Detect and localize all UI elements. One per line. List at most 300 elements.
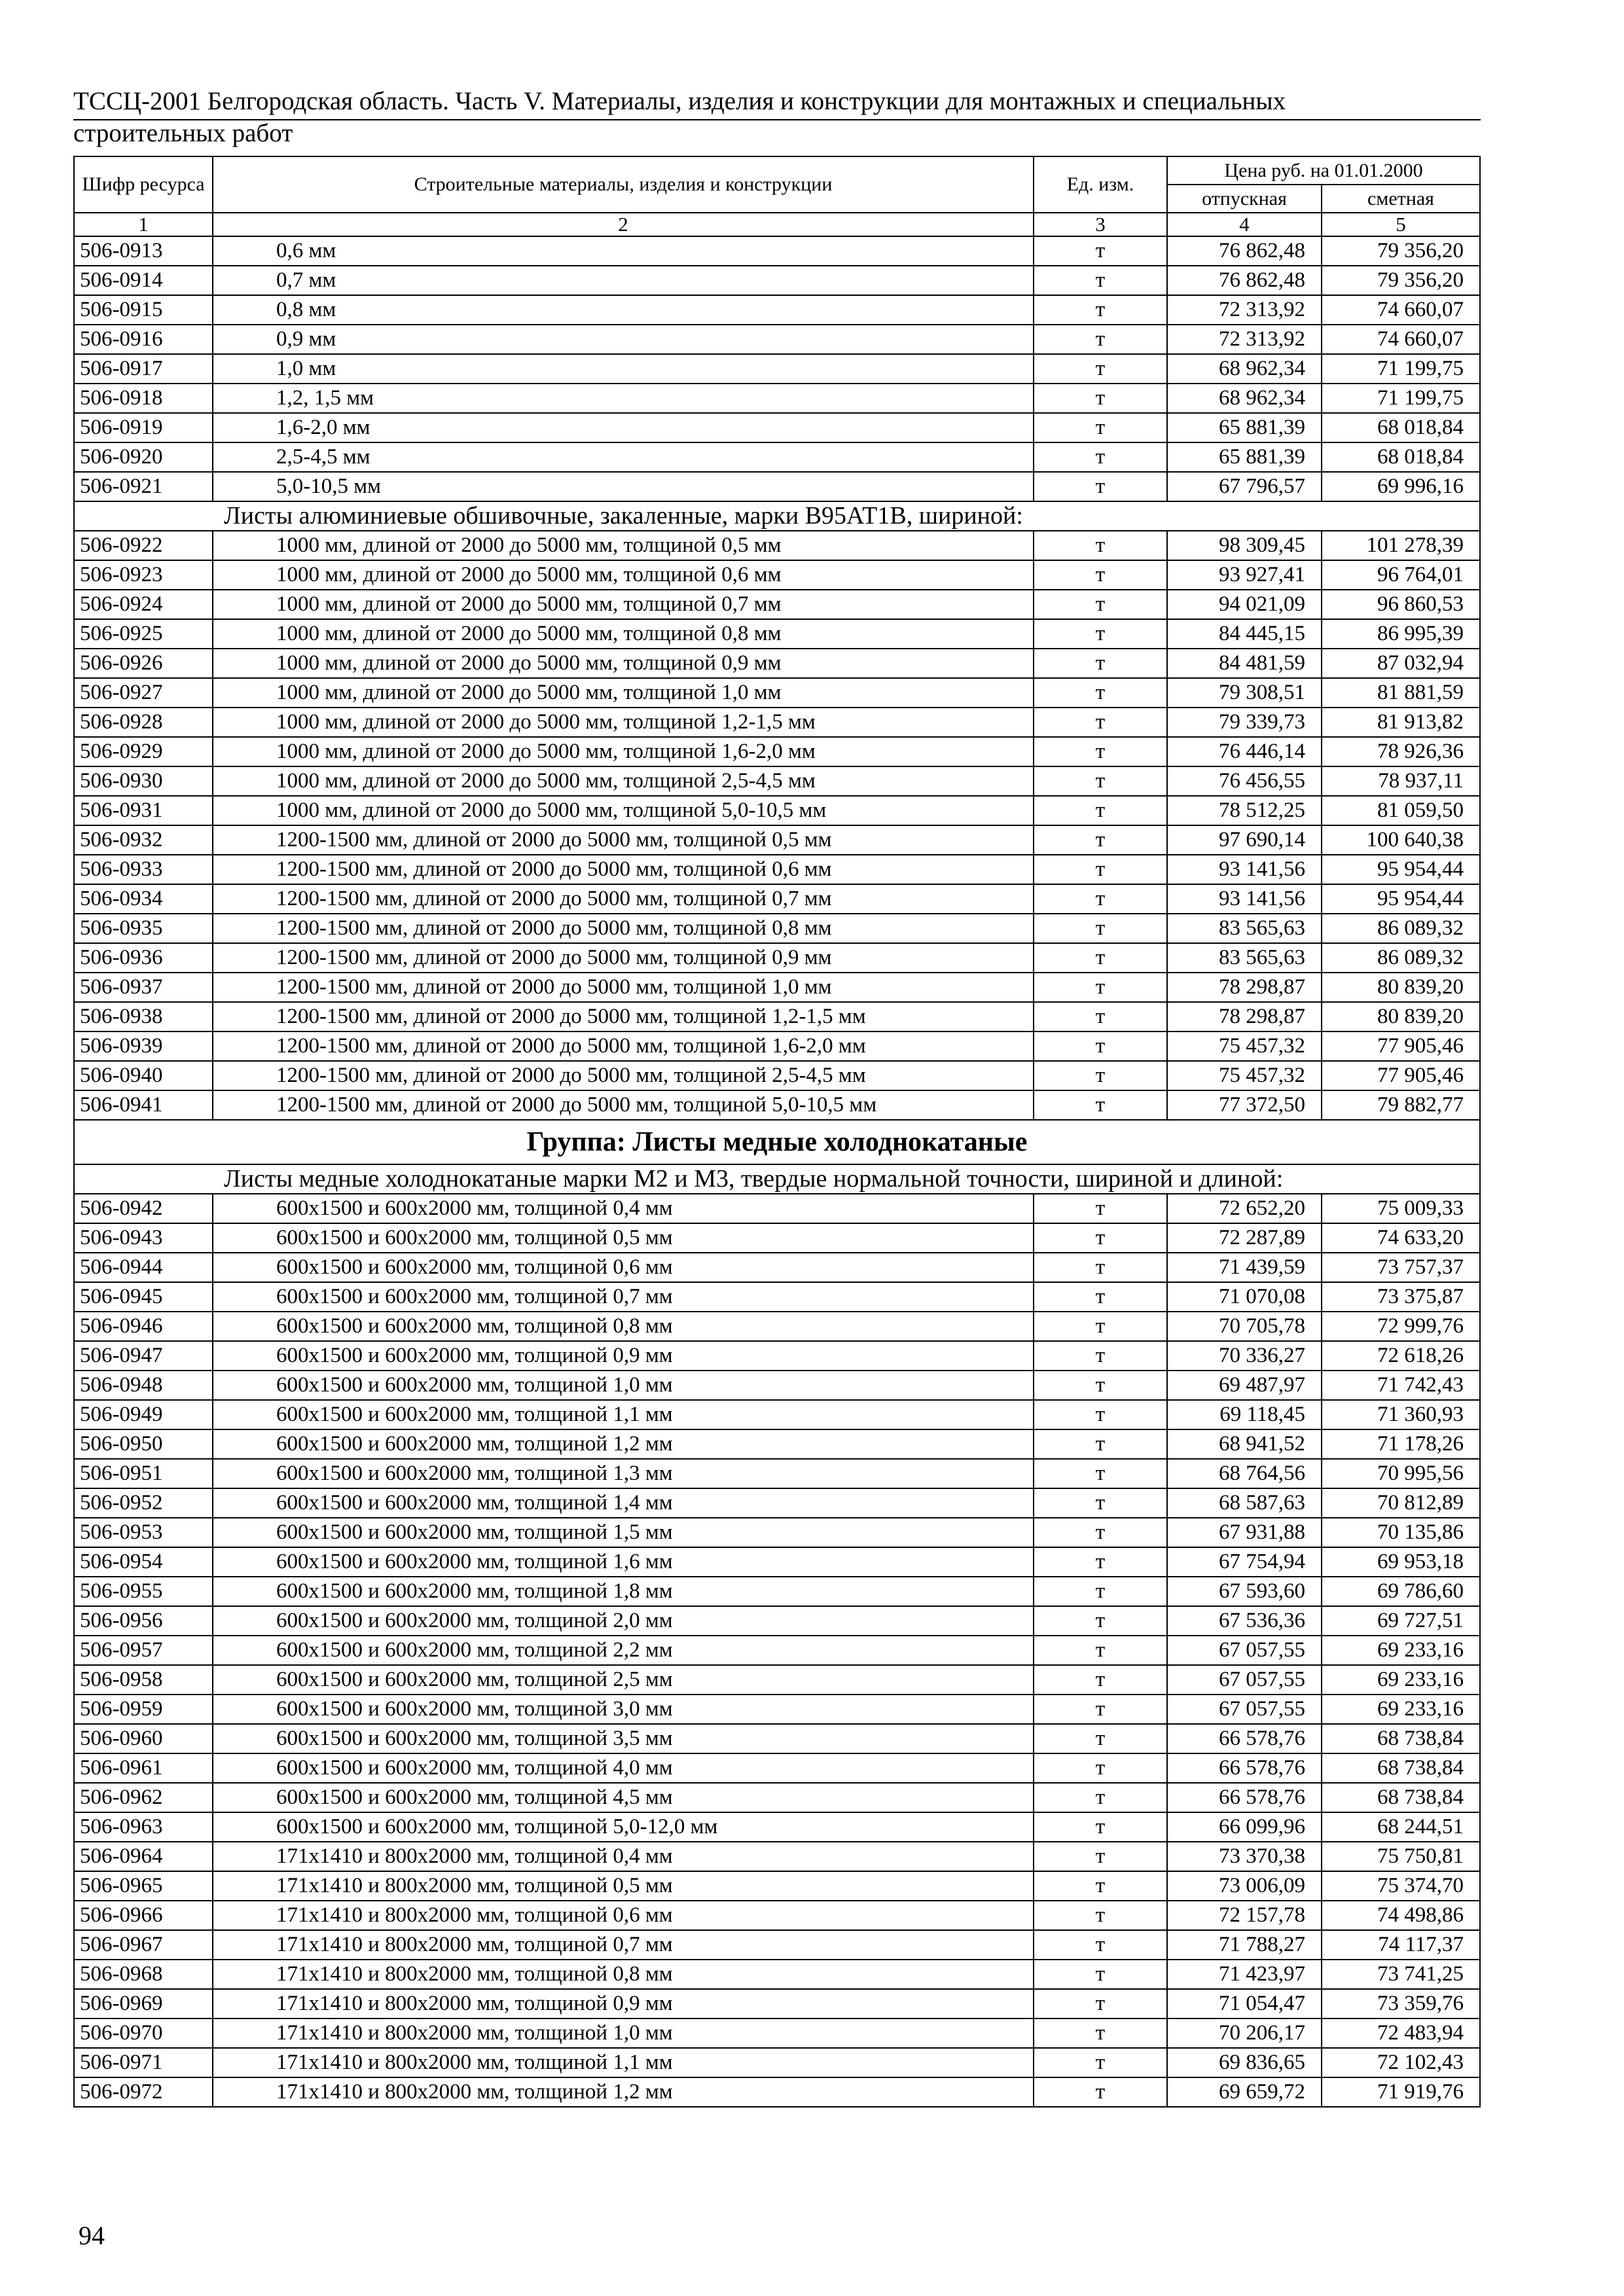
resource-code-cell: 506-0953	[74, 1518, 213, 1547]
estimate-price-cell: 79 356,20	[1322, 236, 1480, 266]
resource-code-cell: 506-0968	[74, 1960, 213, 1989]
unit-cell: т	[1034, 1429, 1167, 1459]
material-name-cell: 5,0-10,5 мм	[213, 472, 1034, 501]
resource-code-cell: 506-0917	[74, 354, 213, 384]
unit-cell: т	[1034, 649, 1167, 678]
release-price-cell: 83 565,63	[1167, 914, 1322, 943]
release-price-cell: 84 481,59	[1167, 649, 1322, 678]
material-name-cell: 600x1500 и 600x2000 мм, толщиной 3,0 мм	[213, 1695, 1034, 1724]
resource-code-cell: 506-0927	[74, 678, 213, 708]
table-row	[74, 295, 1480, 325]
estimate-price-cell: 68 738,84	[1322, 1753, 1480, 1783]
release-price-cell: 72 652,20	[1167, 1194, 1322, 1223]
release-price-cell: 67 593,60	[1167, 1577, 1322, 1606]
resource-code-cell: 506-0949	[74, 1400, 213, 1429]
estimate-price-cell: 72 102,43	[1322, 2048, 1480, 2077]
table-row	[74, 560, 1480, 590]
estimate-price-cell: 71 742,43	[1322, 1371, 1480, 1400]
material-name-cell: 171x1410 и 800x2000 мм, толщиной 1,0 мм	[213, 2018, 1034, 2048]
table-row	[74, 413, 1480, 442]
table-row	[74, 1547, 1480, 1577]
unit-cell: т	[1034, 884, 1167, 914]
table-row	[74, 1695, 1480, 1724]
material-name-cell: 600x1500 и 600x2000 мм, толщиной 0,9 мм	[213, 1341, 1034, 1371]
table-row	[74, 1960, 1480, 1989]
resource-code-cell: 506-0960	[74, 1724, 213, 1753]
column-number: 3	[1034, 213, 1167, 236]
material-name-cell: 1200-1500 мм, длиной от 2000 до 5000 мм, толщиной 1,0 мм	[213, 973, 1034, 1002]
unit-cell: т	[1034, 236, 1167, 266]
release-price-cell: 70 336,27	[1167, 1341, 1322, 1371]
page-number: 94	[79, 2221, 105, 2250]
unit-cell: т	[1034, 1960, 1167, 1989]
material-name-cell: 600x1500 и 600x2000 мм, толщиной 1,4 мм	[213, 1488, 1034, 1518]
unit-cell: т	[1034, 295, 1167, 325]
material-name-cell: 1000 мм, длиной от 2000 до 5000 мм, толщиной 0,7 мм	[213, 590, 1034, 619]
unit-cell: т	[1034, 1282, 1167, 1312]
estimate-price-cell: 71 199,75	[1322, 354, 1480, 384]
table-row	[74, 1061, 1480, 1090]
unit-cell: т	[1034, 442, 1167, 472]
table-row	[74, 384, 1480, 413]
subheading-row	[74, 1164, 1480, 1194]
resource-code-cell: 506-0964	[74, 1842, 213, 1871]
resource-code-cell: 506-0970	[74, 2018, 213, 2048]
estimate-price-cell: 77 905,46	[1322, 1031, 1480, 1061]
header-rule	[73, 119, 1481, 120]
document-header	[73, 85, 1481, 149]
resource-code-cell: 506-0956	[74, 1606, 213, 1636]
material-name-cell: 1000 мм, длиной от 2000 до 5000 мм, толщиной 0,6 мм	[213, 560, 1034, 590]
table-row	[74, 973, 1480, 1002]
column-number: 5	[1322, 213, 1480, 236]
column-header-unit: Ед. изм.	[1034, 156, 1167, 213]
table-row	[74, 1341, 1480, 1371]
material-name-cell: 0,8 мм	[213, 295, 1034, 325]
resource-code-cell: 506-0933	[74, 855, 213, 884]
release-price-cell: 68 587,63	[1167, 1488, 1322, 1518]
estimate-price-cell: 74 117,37	[1322, 1930, 1480, 1960]
resource-code-cell: 506-0938	[74, 1002, 213, 1031]
release-price-cell: 72 157,78	[1167, 1901, 1322, 1930]
table-row	[74, 1665, 1480, 1695]
material-name-cell: 1000 мм, длиной от 2000 до 5000 мм, толщиной 0,8 мм	[213, 619, 1034, 649]
resource-code-cell: 506-0959	[74, 1695, 213, 1724]
unit-cell: т	[1034, 1002, 1167, 1031]
material-name-cell: 600x1500 и 600x2000 мм, толщиной 1,1 мм	[213, 1400, 1034, 1429]
table-row	[74, 1930, 1480, 1960]
unit-cell: т	[1034, 1636, 1167, 1665]
unit-cell: т	[1034, 1783, 1167, 1812]
table-row	[74, 766, 1480, 796]
material-name-cell: 1000 мм, длиной от 2000 до 5000 мм, толщиной 0,9 мм	[213, 649, 1034, 678]
table-row	[74, 1606, 1480, 1636]
release-price-cell: 78 298,87	[1167, 973, 1322, 1002]
unit-cell: т	[1034, 1606, 1167, 1636]
estimate-price-cell: 71 178,26	[1322, 1429, 1480, 1459]
unit-cell: т	[1034, 1400, 1167, 1429]
resource-code-cell: 506-0944	[74, 1253, 213, 1282]
estimate-price-cell: 78 937,11	[1322, 766, 1480, 796]
material-name-cell: 600x1500 и 600x2000 мм, толщиной 1,6 мм	[213, 1547, 1034, 1577]
resource-code-cell: 506-0939	[74, 1031, 213, 1061]
release-price-cell: 69 659,72	[1167, 2077, 1322, 2107]
material-name-cell: 1200-1500 мм, длиной от 2000 до 5000 мм, толщиной 0,6 мм	[213, 855, 1034, 884]
estimate-price-cell: 95 954,44	[1322, 855, 1480, 884]
resource-code-cell: 506-0958	[74, 1665, 213, 1695]
resource-code-cell: 506-0936	[74, 943, 213, 973]
unit-cell: т	[1034, 1488, 1167, 1518]
subheading: Листы алюминиевые обшивочные, закаленные, марки В95АТ1В, шириной:	[74, 501, 1480, 531]
release-price-cell: 66 578,76	[1167, 1724, 1322, 1753]
material-name-cell: 1200-1500 мм, длиной от 2000 до 5000 мм, толщиной 2,5-4,5 мм	[213, 1061, 1034, 1090]
release-price-cell: 68 962,34	[1167, 354, 1322, 384]
resource-code-cell: 506-0916	[74, 325, 213, 354]
release-price-cell: 67 057,55	[1167, 1665, 1322, 1695]
table-row	[74, 590, 1480, 619]
unit-cell: т	[1034, 737, 1167, 766]
estimate-price-cell: 87 032,94	[1322, 649, 1480, 678]
material-name-cell: 600x1500 и 600x2000 мм, толщиной 4,0 мм	[213, 1753, 1034, 1783]
unit-cell: т	[1034, 1695, 1167, 1724]
estimate-price-cell: 68 018,84	[1322, 413, 1480, 442]
resource-code-cell: 506-0955	[74, 1577, 213, 1606]
release-price-cell: 84 445,15	[1167, 619, 1322, 649]
release-price-cell: 70 206,17	[1167, 2018, 1322, 2048]
unit-cell: т	[1034, 560, 1167, 590]
release-price-cell: 75 457,32	[1167, 1061, 1322, 1090]
unit-cell: т	[1034, 590, 1167, 619]
release-price-cell: 73 006,09	[1167, 1871, 1322, 1901]
unit-cell: т	[1034, 1753, 1167, 1783]
resource-code-cell: 506-0914	[74, 266, 213, 295]
release-price-cell: 67 796,57	[1167, 472, 1322, 501]
table-row	[74, 1812, 1480, 1842]
table-row	[74, 914, 1480, 943]
unit-cell: т	[1034, 1665, 1167, 1695]
table-row	[74, 619, 1480, 649]
estimate-price-cell: 81 059,50	[1322, 796, 1480, 825]
unit-cell: т	[1034, 384, 1167, 413]
material-name-cell: 1000 мм, длиной от 2000 до 5000 мм, толщиной 5,0-10,5 мм	[213, 796, 1034, 825]
material-name-cell: 600x1500 и 600x2000 мм, толщиной 0,6 мм	[213, 1253, 1034, 1282]
unit-cell: т	[1034, 943, 1167, 973]
estimate-price-cell: 80 839,20	[1322, 1002, 1480, 1031]
release-price-cell: 68 764,56	[1167, 1459, 1322, 1488]
unit-cell: т	[1034, 1371, 1167, 1400]
release-price-cell: 71 070,08	[1167, 1282, 1322, 1312]
table-row	[74, 1842, 1480, 1871]
resource-code-cell: 506-0928	[74, 708, 213, 737]
column-header-code: Шифр ресурса	[74, 156, 213, 213]
resource-code-cell: 506-0919	[74, 413, 213, 442]
unit-cell: т	[1034, 678, 1167, 708]
release-price-cell: 94 021,09	[1167, 590, 1322, 619]
estimate-price-cell: 69 233,16	[1322, 1636, 1480, 1665]
table-row	[74, 1002, 1480, 1031]
resource-code-cell: 506-0943	[74, 1223, 213, 1253]
resource-code-cell: 506-0945	[74, 1282, 213, 1312]
resource-code-cell: 506-0965	[74, 1871, 213, 1901]
material-name-cell: 1200-1500 мм, длиной от 2000 до 5000 мм, толщиной 1,2-1,5 мм	[213, 1002, 1034, 1031]
estimate-price-cell: 80 839,20	[1322, 973, 1480, 1002]
material-name-cell: 600x1500 и 600x2000 мм, толщиной 1,2 мм	[213, 1429, 1034, 1459]
release-price-cell: 78 298,87	[1167, 1002, 1322, 1031]
material-name-cell: 1200-1500 мм, длиной от 2000 до 5000 мм, толщиной 0,7 мм	[213, 884, 1034, 914]
resource-code-cell: 506-0954	[74, 1547, 213, 1577]
unit-cell: т	[1034, 825, 1167, 855]
column-header-name: Строительные материалы, изделия и конструкции	[213, 156, 1034, 213]
resource-code-cell: 506-0972	[74, 2077, 213, 2107]
material-name-cell: 600x1500 и 600x2000 мм, толщиной 1,5 мм	[213, 1518, 1034, 1547]
release-price-cell: 76 456,55	[1167, 766, 1322, 796]
table-row	[74, 1194, 1480, 1223]
material-name-cell: 1200-1500 мм, длиной от 2000 до 5000 мм, толщиной 0,8 мм	[213, 914, 1034, 943]
table-row	[74, 1989, 1480, 2018]
estimate-price-cell: 73 757,37	[1322, 1253, 1480, 1282]
table-row	[74, 1488, 1480, 1518]
material-name-cell: 600x1500 и 600x2000 мм, толщиной 2,2 мм	[213, 1636, 1034, 1665]
unit-cell: т	[1034, 1724, 1167, 1753]
table-row	[74, 325, 1480, 354]
estimate-price-cell: 100 640,38	[1322, 825, 1480, 855]
table-row	[74, 708, 1480, 737]
unit-cell: т	[1034, 1930, 1167, 1960]
resource-code-cell: 506-0961	[74, 1753, 213, 1783]
table-row	[74, 2048, 1480, 2077]
release-price-cell: 79 339,73	[1167, 708, 1322, 737]
material-name-cell: 1000 мм, длиной от 2000 до 5000 мм, толщиной 2,5-4,5 мм	[213, 766, 1034, 796]
resource-code-cell: 506-0951	[74, 1459, 213, 1488]
table-row	[74, 825, 1480, 855]
estimate-price-cell: 101 278,39	[1322, 531, 1480, 560]
release-price-cell: 65 881,39	[1167, 442, 1322, 472]
unit-cell: т	[1034, 1341, 1167, 1371]
estimate-price-cell: 86 089,32	[1322, 943, 1480, 973]
material-name-cell: 600x1500 и 600x2000 мм, толщиной 5,0-12,0 мм	[213, 1812, 1034, 1842]
table-row	[74, 1753, 1480, 1783]
release-price-cell: 75 457,32	[1167, 1031, 1322, 1061]
table-row	[74, 1090, 1480, 1120]
estimate-price-cell: 74 660,07	[1322, 325, 1480, 354]
material-name-cell: 600x1500 и 600x2000 мм, толщиной 0,5 мм	[213, 1223, 1034, 1253]
material-name-cell: 0,7 мм	[213, 266, 1034, 295]
material-name-cell: 1,2, 1,5 мм	[213, 384, 1034, 413]
resource-code-cell: 506-0918	[74, 384, 213, 413]
estimate-price-cell: 69 786,60	[1322, 1577, 1480, 1606]
release-price-cell: 77 372,50	[1167, 1090, 1322, 1120]
unit-cell: т	[1034, 855, 1167, 884]
material-name-cell: 600x1500 и 600x2000 мм, толщиной 0,4 мм	[213, 1194, 1034, 1223]
resource-code-cell: 506-0950	[74, 1429, 213, 1459]
resource-code-cell: 506-0948	[74, 1371, 213, 1400]
resource-code-cell: 506-0929	[74, 737, 213, 766]
material-name-cell: 600x1500 и 600x2000 мм, толщиной 2,5 мм	[213, 1665, 1034, 1695]
resource-code-cell: 506-0931	[74, 796, 213, 825]
table-row	[74, 1400, 1480, 1429]
estimate-price-cell: 74 498,86	[1322, 1901, 1480, 1930]
table-row	[74, 531, 1480, 560]
table-row	[74, 649, 1480, 678]
material-name-cell: 171x1410 и 800x2000 мм, толщиной 0,8 мм	[213, 1960, 1034, 1989]
table-row	[74, 2018, 1480, 2048]
estimate-price-cell: 71 919,76	[1322, 2077, 1480, 2107]
unit-cell: т	[1034, 2018, 1167, 2048]
resource-code-cell: 506-0934	[74, 884, 213, 914]
unit-cell: т	[1034, 766, 1167, 796]
release-price-cell: 76 446,14	[1167, 737, 1322, 766]
resource-code-cell: 506-0913	[74, 236, 213, 266]
material-name-cell: 1200-1500 мм, длиной от 2000 до 5000 мм, толщиной 0,9 мм	[213, 943, 1034, 973]
table-row	[74, 884, 1480, 914]
release-price-cell: 73 370,38	[1167, 1842, 1322, 1871]
release-price-cell: 93 141,56	[1167, 884, 1322, 914]
table-row	[74, 796, 1480, 825]
estimate-price-cell: 69 233,16	[1322, 1665, 1480, 1695]
subheading-row	[74, 501, 1480, 531]
group-heading-row	[74, 1120, 1480, 1164]
unit-cell: т	[1034, 1901, 1167, 1930]
table-row	[74, 1871, 1480, 1901]
estimate-price-cell: 75 750,81	[1322, 1842, 1480, 1871]
material-name-cell: 171x1410 и 800x2000 мм, толщиной 0,4 мм	[213, 1842, 1034, 1871]
table-row	[74, 354, 1480, 384]
unit-cell: т	[1034, 973, 1167, 1002]
unit-cell: т	[1034, 1312, 1167, 1341]
release-price-cell: 68 962,34	[1167, 384, 1322, 413]
table-row	[74, 1282, 1480, 1312]
subheading: Листы медные холоднокатаные марки М2 и М3, твердые нормальной точности, шириной и длиной:	[74, 1164, 1480, 1194]
material-name-cell: 171x1410 и 800x2000 мм, толщиной 1,1 мм	[213, 2048, 1034, 2077]
material-name-cell: 1,6-2,0 мм	[213, 413, 1034, 442]
header-title-line-1: ТССЦ-2001 Белгородская область. Часть V. Материалы, изделия и конструкции для монтажных и специальных	[73, 87, 1286, 115]
estimate-price-cell: 73 741,25	[1322, 1960, 1480, 1989]
resource-code-cell: 506-0969	[74, 1989, 213, 2018]
unit-cell: т	[1034, 1547, 1167, 1577]
release-price-cell: 69 118,45	[1167, 1400, 1322, 1429]
material-name-cell: 0,9 мм	[213, 325, 1034, 354]
unit-cell: т	[1034, 1459, 1167, 1488]
release-price-cell: 98 309,45	[1167, 531, 1322, 560]
unit-cell: т	[1034, 1518, 1167, 1547]
estimate-price-cell: 68 244,51	[1322, 1812, 1480, 1842]
table-row	[74, 2077, 1480, 2107]
resource-code-cell: 506-0966	[74, 1901, 213, 1930]
release-price-cell: 67 057,55	[1167, 1695, 1322, 1724]
unit-cell: т	[1034, 531, 1167, 560]
unit-cell: т	[1034, 325, 1167, 354]
resource-code-cell: 506-0921	[74, 472, 213, 501]
table-row	[74, 236, 1480, 266]
estimate-price-cell: 72 618,26	[1322, 1341, 1480, 1371]
estimate-price-cell: 73 359,76	[1322, 1989, 1480, 2018]
resource-code-cell: 506-0925	[74, 619, 213, 649]
resource-code-cell: 506-0924	[74, 590, 213, 619]
unit-cell: т	[1034, 1989, 1167, 2018]
table-row	[74, 1031, 1480, 1061]
table-row	[74, 1253, 1480, 1282]
release-price-cell: 93 141,56	[1167, 855, 1322, 884]
table-row	[74, 1518, 1480, 1547]
estimate-price-cell: 73 375,87	[1322, 1282, 1480, 1312]
resource-code-cell: 506-0971	[74, 2048, 213, 2077]
release-price-cell: 71 054,47	[1167, 1989, 1322, 2018]
material-name-cell: 171x1410 и 800x2000 мм, толщиной 1,2 мм	[213, 2077, 1034, 2107]
material-name-cell: 600x1500 и 600x2000 мм, толщиной 4,5 мм	[213, 1783, 1034, 1812]
estimate-price-cell: 68 738,84	[1322, 1724, 1480, 1753]
resource-code-cell: 506-0946	[74, 1312, 213, 1341]
table-row	[74, 855, 1480, 884]
unit-cell: т	[1034, 472, 1167, 501]
estimate-price-cell: 75 009,33	[1322, 1194, 1480, 1223]
material-name-cell: 1200-1500 мм, длиной от 2000 до 5000 мм, толщиной 1,6-2,0 мм	[213, 1031, 1034, 1061]
table-row	[74, 1577, 1480, 1606]
table-row	[74, 472, 1480, 501]
unit-cell: т	[1034, 266, 1167, 295]
material-name-cell: 171x1410 и 800x2000 мм, толщиной 0,6 мм	[213, 1901, 1034, 1930]
resource-code-cell: 506-0942	[74, 1194, 213, 1223]
release-price-cell: 83 565,63	[1167, 943, 1322, 973]
table-row	[74, 1783, 1480, 1812]
table-row	[74, 1223, 1480, 1253]
resource-code-cell: 506-0952	[74, 1488, 213, 1518]
resource-code-cell: 506-0935	[74, 914, 213, 943]
release-price-cell: 67 931,88	[1167, 1518, 1322, 1547]
estimate-price-cell: 79 882,77	[1322, 1090, 1480, 1120]
unit-cell: т	[1034, 914, 1167, 943]
estimate-price-cell: 70 995,56	[1322, 1459, 1480, 1488]
release-price-cell: 69 836,65	[1167, 2048, 1322, 2077]
column-header-price-release: отпускная	[1167, 185, 1322, 213]
release-price-cell: 71 439,59	[1167, 1253, 1322, 1282]
release-price-cell: 71 788,27	[1167, 1930, 1322, 1960]
unit-cell: т	[1034, 413, 1167, 442]
column-header-price-estimate: сметная	[1322, 185, 1480, 213]
release-price-cell: 78 512,25	[1167, 796, 1322, 825]
price-table	[73, 156, 1481, 2108]
material-name-cell: 600x1500 и 600x2000 мм, толщиной 1,8 мм	[213, 1577, 1034, 1606]
release-price-cell: 67 536,36	[1167, 1606, 1322, 1636]
estimate-price-cell: 75 374,70	[1322, 1871, 1480, 1901]
estimate-price-cell: 86 089,32	[1322, 914, 1480, 943]
estimate-price-cell: 72 999,76	[1322, 1312, 1480, 1341]
unit-cell: т	[1034, 1194, 1167, 1223]
release-price-cell: 76 862,48	[1167, 236, 1322, 266]
unit-cell: т	[1034, 619, 1167, 649]
release-price-cell: 65 881,39	[1167, 413, 1322, 442]
unit-cell: т	[1034, 1061, 1167, 1090]
unit-cell: т	[1034, 1577, 1167, 1606]
header-title-line-2: строительных работ	[73, 119, 293, 147]
estimate-price-cell: 96 860,53	[1322, 590, 1480, 619]
release-price-cell: 66 578,76	[1167, 1783, 1322, 1812]
column-number: 4	[1167, 213, 1322, 236]
estimate-price-cell: 69 727,51	[1322, 1606, 1480, 1636]
release-price-cell: 67 057,55	[1167, 1636, 1322, 1665]
table-row	[74, 1371, 1480, 1400]
column-header-price-group: Цена руб. на 01.01.2000	[1167, 156, 1480, 185]
group-heading: Группа: Листы медные холоднокатаные	[74, 1120, 1480, 1164]
release-price-cell: 72 313,92	[1167, 325, 1322, 354]
column-number: 2	[213, 213, 1034, 236]
price-table-header	[74, 156, 1480, 213]
unit-cell: т	[1034, 2048, 1167, 2077]
resource-code-cell: 506-0930	[74, 766, 213, 796]
release-price-cell: 76 862,48	[1167, 266, 1322, 295]
release-price-cell: 97 690,14	[1167, 825, 1322, 855]
estimate-price-cell: 81 913,82	[1322, 708, 1480, 737]
table-row	[74, 1312, 1480, 1341]
